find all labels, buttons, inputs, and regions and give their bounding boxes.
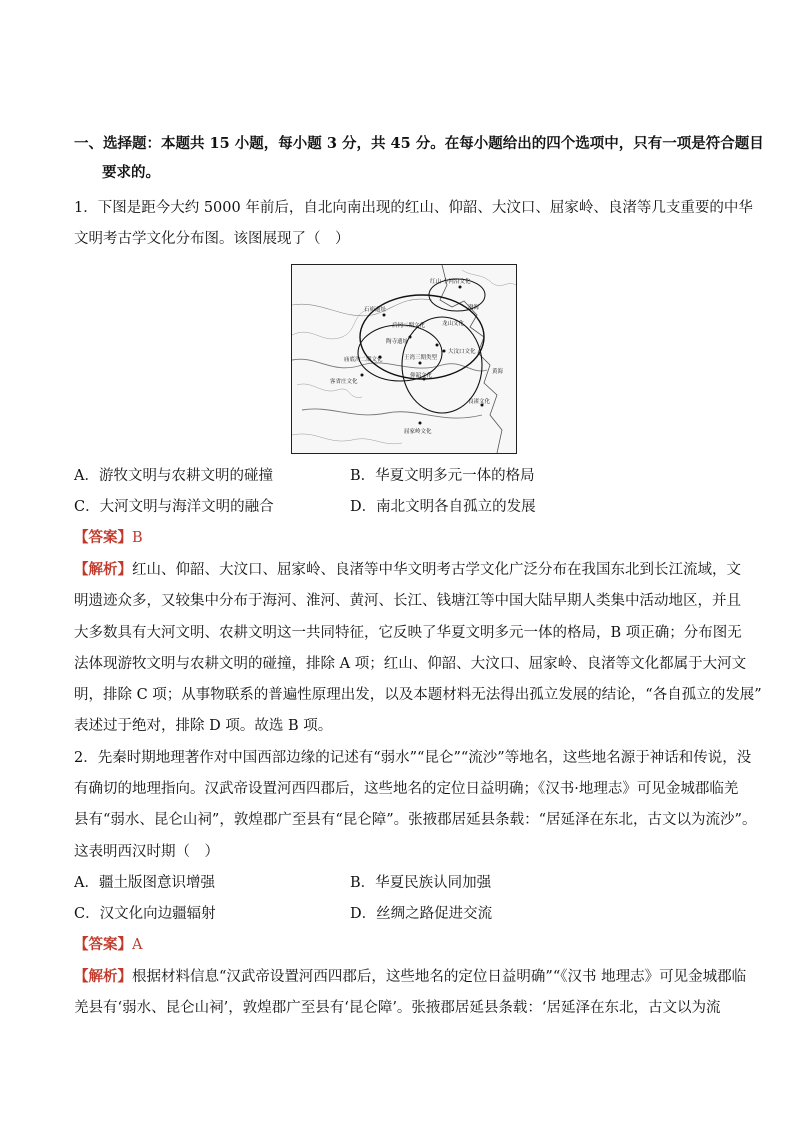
q2-answer-tag: 【答案】 [74,936,132,953]
q1-stem-line1: 1．下图是距今大约 5000 年前后，自北向南出现的红山、仰韶、大汶口、屈家岭、良渚等几支重要的中华 [74,200,753,216]
map-label-miaodigou: 庙底沟二期文化 [344,357,383,363]
q2-option-c[interactable]: C．汉文化向边疆辐射 [74,906,216,922]
q2-option-d[interactable]: D．丝绸之路促进交流 [350,906,493,922]
q1-option-c[interactable]: C．大河文明与海洋文明的融合 [74,499,274,515]
q2-option-a[interactable]: A．疆土版图意识增强 [74,875,215,891]
q2-stem-line1: 2．先秦时期地理著作对中国西部边缘的记述有“弱水”“昆仑”“流沙”等地名，这些地名源于神话和传说，没 [74,750,752,766]
q2-analysis-line2: 羌县有‘弱水、昆仑山祠’，敦煌郡广至县有‘昆仑障’。张掖郡居延县条载：‘居延泽在东北，古文以为流 [74,1000,721,1016]
map-label-liangzhu: 良渚文化 [468,399,491,405]
map-label-qujialing: 屈家岭文化 [404,429,432,435]
q2-answer-value: A [132,937,143,953]
q2-stem-line4: 这表明西汉时期（ ） [74,844,219,860]
q2-analysis-text: 根据材料信息“汉武帝设置河西四郡后，这些地名的定位日益明确”“《汉书 地理志》可见金城郡临 [132,969,747,985]
q1-analysis-tag: 【解析】 [74,561,132,578]
q1-option-a[interactable]: A．游牧文明与农耕文明的碰撞 [74,468,273,484]
map-label-yangshao: 仰韶文化 [410,373,433,379]
q1-analysis-line6: 表述过于绝对，排除 D 项。故选 B 项。 [74,718,333,734]
map-label-huanghai: 黄海 [492,369,504,375]
map-label-longshan: 龙山文化 [442,321,465,327]
q2-option-b[interactable]: B．华夏民族认同加强 [350,875,492,891]
map-label-dawenkou: 大汶口文化 [448,349,476,355]
map-label-houshan: 后冈二期文化 [392,323,426,329]
section-header-line1: 一、选择题：本题共 15 小题，每小题 3 分，共 45 分。在每小题给出的四个选项中，只有一项是符合题目 [74,135,764,152]
q1-option-b[interactable]: B．华夏文明多元一体的格局 [350,468,535,484]
q1-option-d[interactable]: D．南北文明各自孤立的发展 [350,499,536,515]
q2-analysis-tag: 【解析】 [74,968,132,985]
q1-analysis-line3: 大多数具有大河文明、农耕文明这一共同特征，它反映了华夏文明多元一体的格局，B 项正确；分布图无 [74,625,742,641]
culture-distribution-map [291,264,517,454]
q1-analysis-text: 红山、仰韶、大汶口、屈家岭、良渚等中华文明考古学文化广泛分布在我国东北到长江流域，文 [132,562,741,578]
q1-analysis-line1 [74,560,741,580]
q2-answer [74,935,142,955]
q1-analysis-line2: 明遗迹众多，又较集中分布于海河、淮河、黄河、长江、钱塘江等中国大陆早期人类集中活动地区，并且 [74,593,741,609]
q1-stem-line2: 文明考古学文化分布图。该图展现了（ ） [74,231,350,247]
q1-answer-tag: 【答案】 [74,529,132,546]
q2-analysis-line1 [74,967,746,987]
section-header-line2: 要求的。 [102,164,160,181]
q1-answer-value: B [132,530,143,546]
map-label-hongshan: 红山-小河沿文化 [430,279,471,285]
q2-stem-line2: 有确切的地理指向。汉武帝设置河西四郡后，这些地名的定位日益明确；《汉书·地理志》可见金城郡临羌 [74,781,739,797]
q1-analysis-line4: 法体现游牧文明与农耕文明的碰撞，排除 A 项；红山、仰韶、大汶口、屈家岭、良渚等文化都属于大河文 [74,656,747,672]
q2-stem-line3: 县有“弱水、昆仑山祠”，敦煌郡广至县有“昆仑障”。张掖郡居延县条载：“居延泽在东北，古文以为流沙”。 [74,812,757,828]
q1-analysis-line5: 明，排除 C 项；从事物联系的普遍性原理出发，以及本题材料无法得出孤立发展的结论，“各自孤立的发展” [74,687,762,703]
map-label-taosi: 陶寺遗址 [386,339,409,345]
map-label-wangwan: 王湾三期类型 [404,355,438,361]
q1-answer [74,528,143,548]
map-label-bohai: 渤海 [468,305,480,311]
map-label-shimao: 石峁遗址 [364,307,387,313]
map-label-keshengzhuang: 客省庄文化 [330,379,358,385]
